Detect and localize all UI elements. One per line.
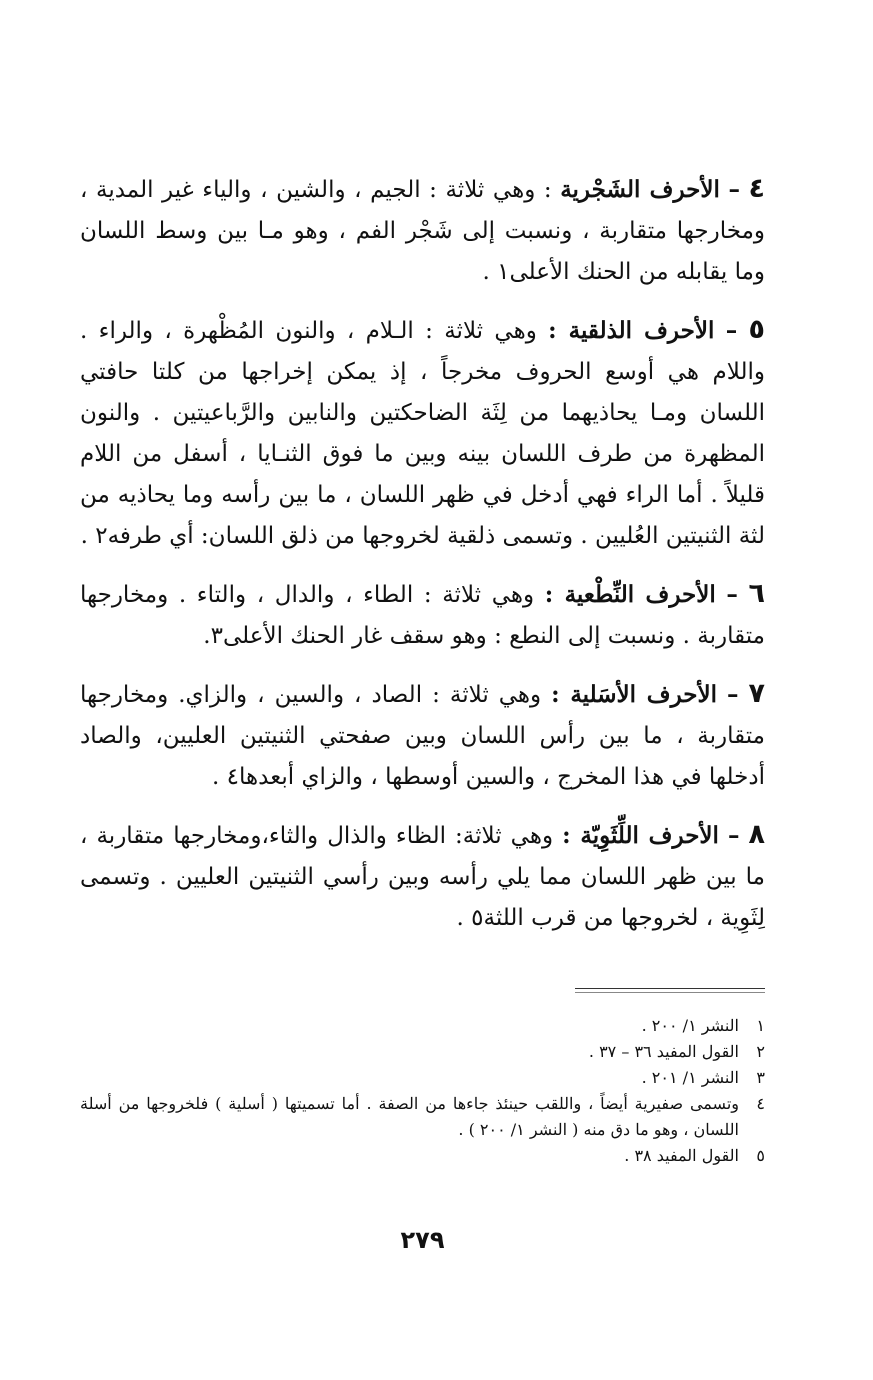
section-number: ٦: [748, 578, 766, 609]
footnote-number: ٥: [756, 1146, 765, 1165]
footnote-separator: [575, 988, 765, 989]
footnote-number: ٢: [756, 1042, 765, 1061]
page-number: ٢٧٩: [400, 1226, 445, 1254]
section-heading: الأحرف الذلقية :: [548, 317, 715, 344]
section-number: ٥: [748, 314, 766, 345]
section-dash: –: [727, 681, 739, 708]
footnote-text: وتسمى صفيرية أيضاً ، واللقب حينئذ جاءها من الصفة . أما تسميتها ( أسلية ) فلخروجها من أسلة اللسان ، وهو ما دق منه ( النشر ١/ ٢٠٠ ) .: [80, 1094, 739, 1139]
section-4: [80, 168, 765, 293]
section-6: [80, 573, 765, 657]
footnote: [80, 1039, 765, 1065]
section-heading: الأحرف اللِّثَوِيّة :: [562, 822, 719, 849]
section-body: : وهي ثلاثة : الجيم ، والشين ، والياء غير المدية ، ومخارجها متقاربة ، ونسبت إلى شَجْر الفم ، وهو مـا بين وسط اللسان وما يقابله من الحنك الأعلى١ .: [80, 177, 765, 285]
footnote-text: النشر ١/ ٢٠٠ .: [641, 1016, 739, 1035]
section-dash: –: [728, 176, 740, 203]
section-heading: الأحرف النِّطْعية :: [544, 581, 716, 608]
footnote-text: القول المفيد ٣٦ – ٣٧ .: [588, 1042, 739, 1061]
footnote: [80, 1013, 765, 1039]
footnote-number: ٣: [756, 1068, 765, 1087]
footnote: [80, 1143, 765, 1169]
section-heading: الأحرف الشَجْرية: [560, 176, 720, 203]
section-heading: الأحرف الأسَلية :: [551, 681, 717, 708]
section-5: [80, 309, 765, 557]
section-8: [80, 814, 765, 939]
section-number: ٨: [748, 819, 766, 850]
footnote-text: القول المفيد ٣٨ .: [624, 1146, 739, 1165]
section-dash: –: [725, 317, 738, 344]
section-dash: –: [726, 581, 738, 608]
footnote-number: ١: [756, 1016, 765, 1035]
section-body: وهي ثلاثة: الظاء والذال والثاء،ومخارجها متقاربة ، ما بين ظهر اللسان مما يلي رأسه وبين رأسي الثنيتين العليين . وتسمى لِثَوِية ، لخروجها من قرب اللثة٥ .: [80, 823, 765, 931]
section-body: وهي ثلاثة : الصاد ، والسين ، والزاي. ومخارجها متقاربة ، ما بين رأس اللسان وبين صفحتي الثنيتين العليين، والصاد أدخلها في هذا المخرج ، والسين أوسطها ، والزاي أبعدها٤ .: [80, 682, 765, 790]
footnote: [80, 1065, 765, 1091]
footnote: [80, 1091, 765, 1143]
section-body: وهي ثلاثة : الـلام ، والنون المُظْهرة ، والراء . واللام هي أوسع الحروف مخرجاً ، إذ يمكن إخراجها من كلتا حافتي اللسان ومـا يحاذيهما من لِثَة الضاحكتين والنابين والرَّباعيتين . والنون المظهرة من طرف اللسان بينه وبين ما فوق الثنـايا ، أسفل من اللام قليلاً . أما الراء فهي أدخل في ظهر اللسان ، ما بين رأسه وما يحاذيه من لثة الثنيتين العُليين . وتسمى ذلقية لخروجها من ذلق اللسان: أي طرفه٢ .: [80, 318, 765, 549]
section-dash: –: [727, 822, 740, 849]
section-7: [80, 673, 765, 798]
page-content: [80, 168, 765, 1380]
section-number: ٧: [748, 678, 766, 709]
section-body: وهي ثلاثة : الطاء ، والدال ، والتاء . ومخارجها متقاربة . ونسبت إلى النطع : وهو سقف غار الحنك الأعلى٣.: [80, 582, 765, 649]
footnote-number: ٤: [756, 1094, 765, 1113]
footnotes: [80, 1013, 765, 1169]
footnote-text: النشر ١/ ٢٠١ .: [641, 1068, 739, 1087]
section-number: ٤: [748, 173, 766, 204]
